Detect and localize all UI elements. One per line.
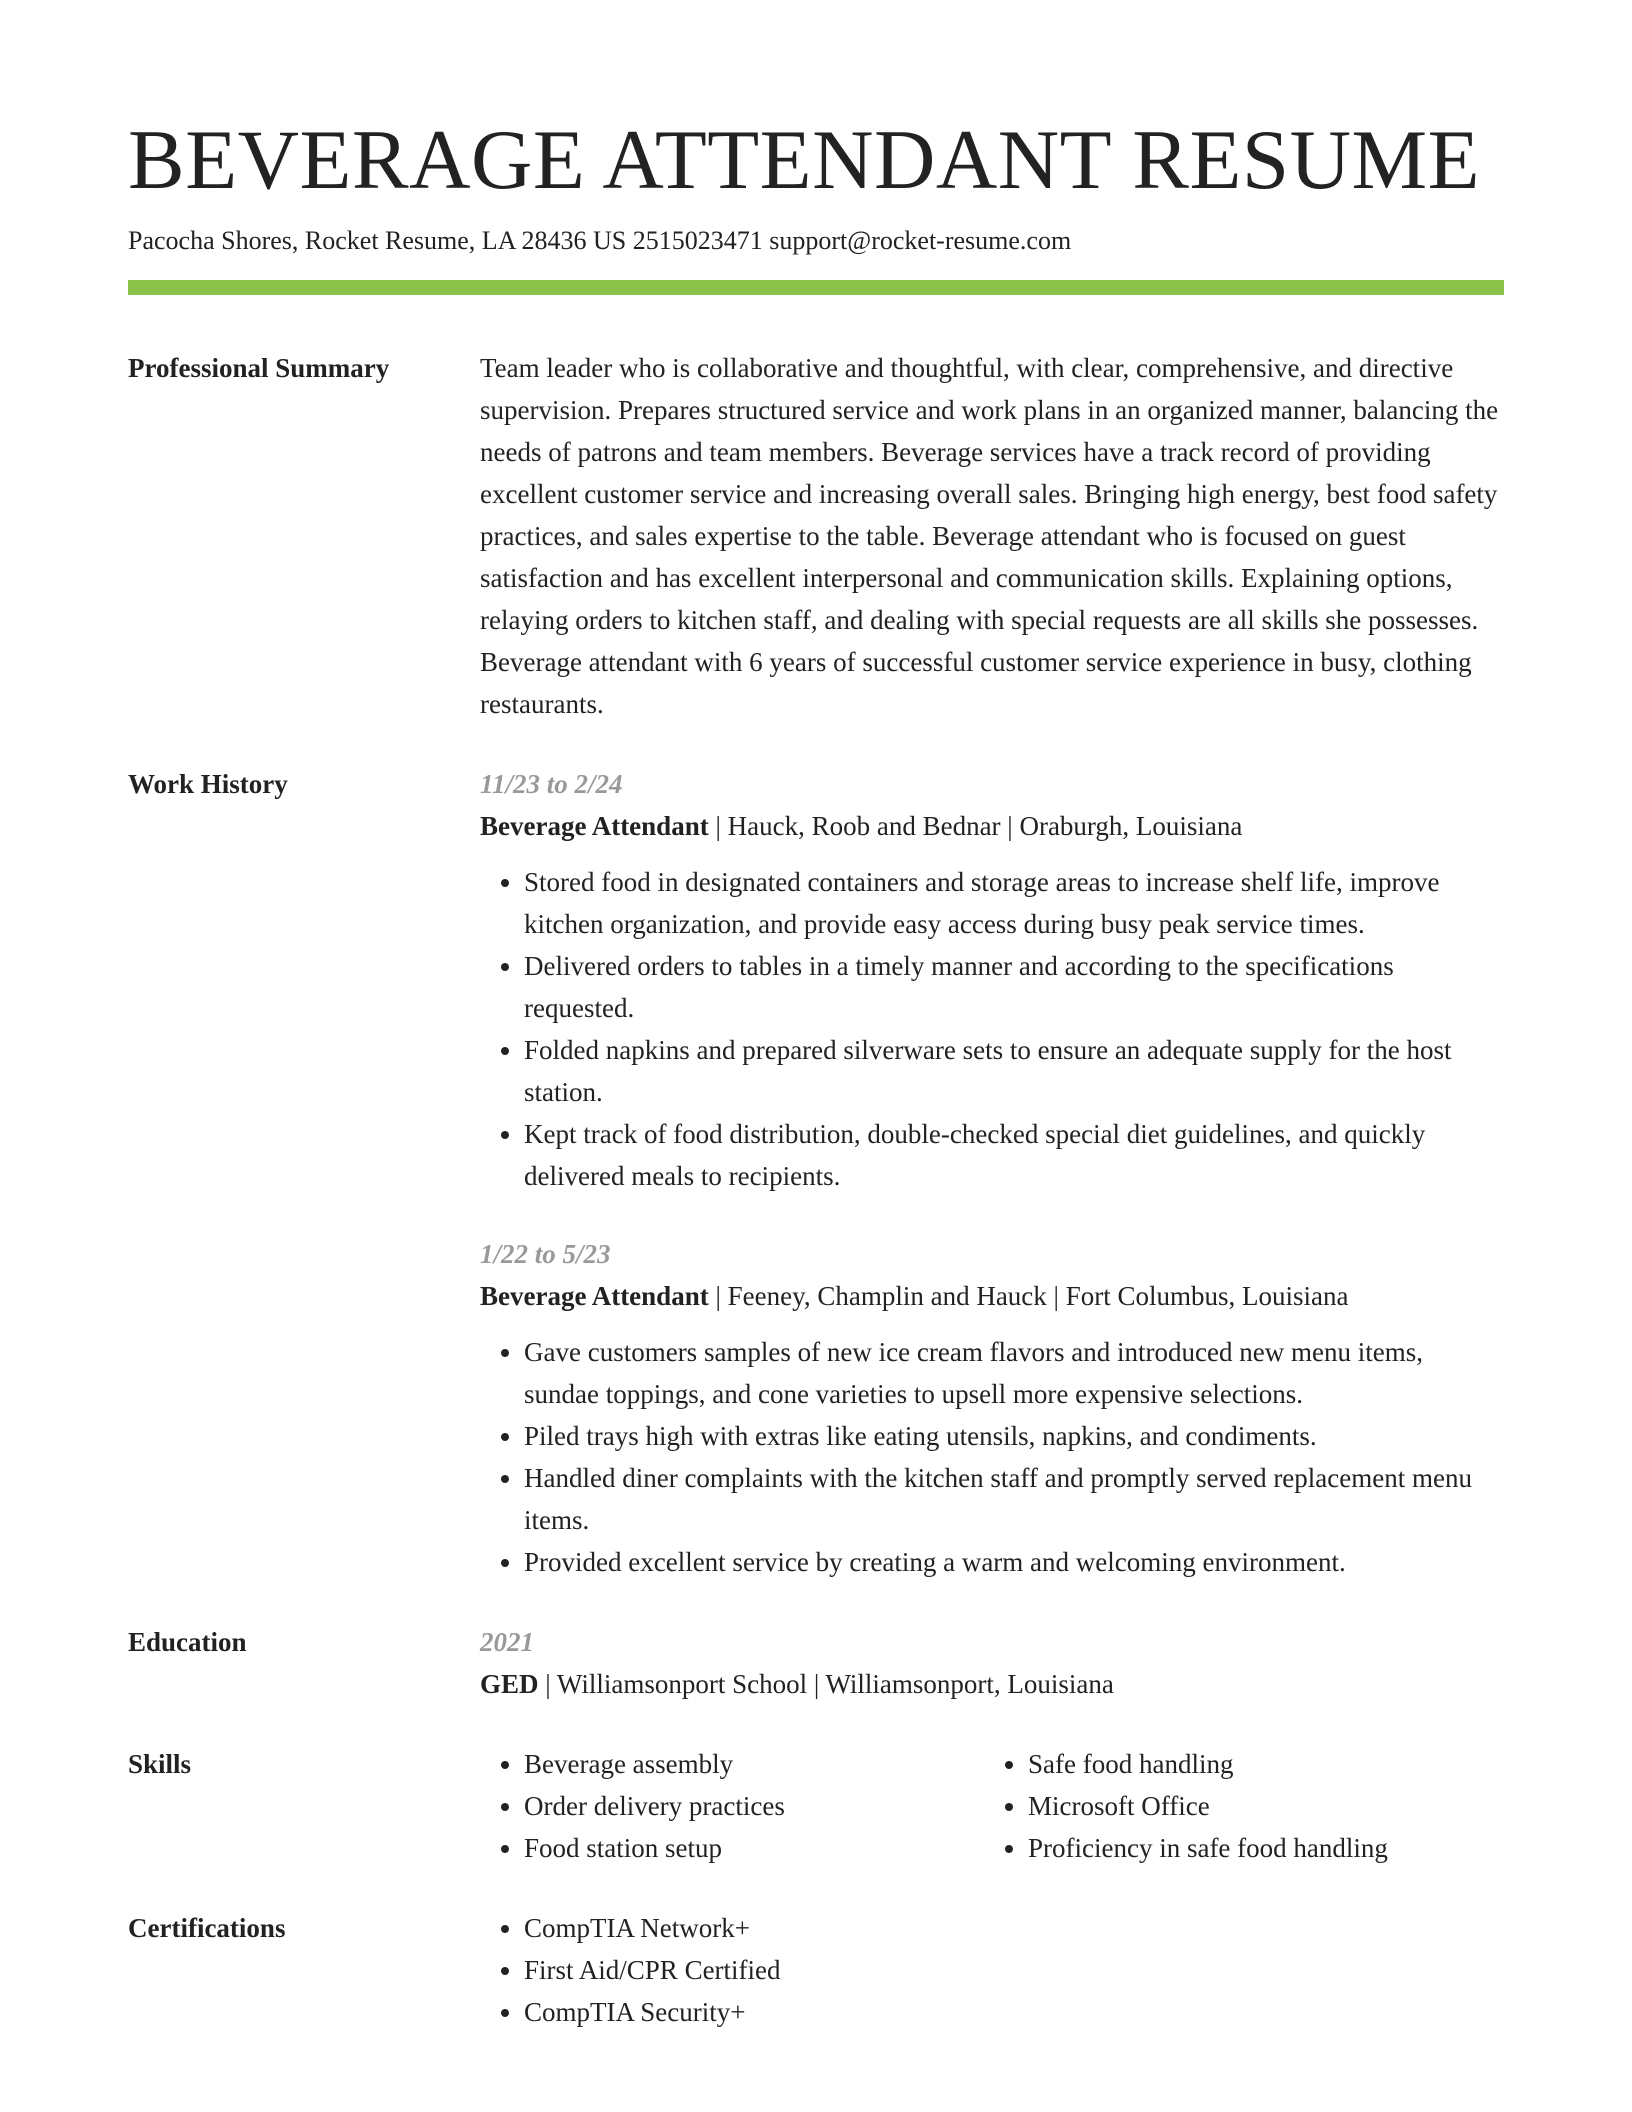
summary-text: Team leader who is collaborative and thoughtful, with clear, comprehensive, and directive supervision. Prepares structured service and work plans in an organized manner, balancing the needs of patrons and team members. Beverage services have a track record of providing excellent customer service and increasing overall sales. Bringing high energy, best food safety practices, and sales expertise to the table. Beverage attendant who is focused on guest satisfaction and has excellent interpersonal and communication skills. Explaining options, relaying orders to kitchen staff, and dealing with special requests are all skills she possesses. Beverage attendant with 6 years of successful customer service experience in busy, clothing restaurants. [480,353,1499,720]
job-bullet: • Stored food in designated containers and storage areas to increase shelf life, improve kitchen organization, and provide easy access during busy peak service times. [524,861,1504,945]
skill-item: • Food station setup [524,1827,984,1869]
job-bullets [480,861,1504,1197]
education-year: 2021 [480,1627,534,1658]
skills-label: Skills [128,1749,192,1780]
job-role: Beverage Attendant [480,811,709,842]
skills-list [480,1743,984,1869]
header-divider [128,280,1504,295]
certification-item: • CompTIA Network+ [524,1907,1504,1949]
contact-info: Pacocha Shores, Rocket Resume, LA 28436 US 2515023471 support@rocket-resume.com [128,226,1072,255]
education-degree: GED [480,1669,539,1700]
skills-section [128,1743,1504,1869]
certification-item: • CompTIA Security+ [524,1991,1504,2033]
job-bullets [480,1331,1504,1583]
job-heading [480,805,1504,847]
resume-title: BEVERAGE ATTENDANT RESUME [128,113,1481,207]
certification-item: • First Aid/CPR Certified [524,1949,1504,1991]
skill-item: • Microsoft Office [1028,1785,1504,1827]
work-history-section [128,763,1504,1583]
education-details: | Williamsonport School | Williamsonport, Louisiana [538,1669,1114,1700]
skill-item: • Safe food handling [1028,1743,1504,1785]
job-bullet: • Kept track of food distribution, double-checked special diet guidelines, and quickly delivered meals to recipients. [524,1113,1504,1197]
job-bullet: • Folded napkins and prepared silverware sets to ensure an adequate supply for the host station. [524,1029,1504,1113]
summary-section [128,347,1504,725]
summary-label: Professional Summary [128,353,390,384]
education-heading [480,1663,1504,1705]
skill-item: • Proficiency in safe food handling [1028,1827,1504,1869]
job-heading [480,1275,1504,1317]
resume-page [128,0,1504,2033]
certifications-label: Certifications [128,1913,286,1944]
job-dates: 11/23 to 2/24 [480,769,623,800]
job-dates: 1/22 to 5/23 [480,1239,611,1270]
skills-list [984,1743,1504,1869]
skill-item: • Order delivery practices [524,1785,984,1827]
job-bullet: • Gave customers samples of new ice cream flavors and introduced new menu items, sundae toppings, and cone varieties to upsell more expensive selections. [524,1331,1504,1415]
job-details: | Feeney, Champlin and Hauck | Fort Columbus, Louisiana [708,1281,1349,1312]
work-history-label: Work History [128,769,288,800]
job-bullet: • Provided excellent service by creating a warm and welcoming environment. [524,1541,1504,1583]
skill-item: • Beverage assembly [524,1743,984,1785]
certifications-list [480,1907,1504,2033]
job-bullet: • Piled trays high with extras like eating utensils, napkins, and condiments. [524,1415,1504,1457]
job-bullet: • Delivered orders to tables in a timely manner and according to the specifications requested. [524,945,1504,1029]
certifications-section [128,1907,1504,2033]
job-details: | Hauck, Roob and Bednar | Oraburgh, Louisiana [708,811,1243,842]
job-entry [480,1233,1504,1583]
education-label: Education [128,1627,247,1658]
education-section [128,1621,1504,1705]
job-role: Beverage Attendant [480,1281,709,1312]
job-entry [480,763,1504,1197]
job-bullet: • Handled diner complaints with the kitchen staff and promptly served replacement menu items. [524,1457,1504,1541]
